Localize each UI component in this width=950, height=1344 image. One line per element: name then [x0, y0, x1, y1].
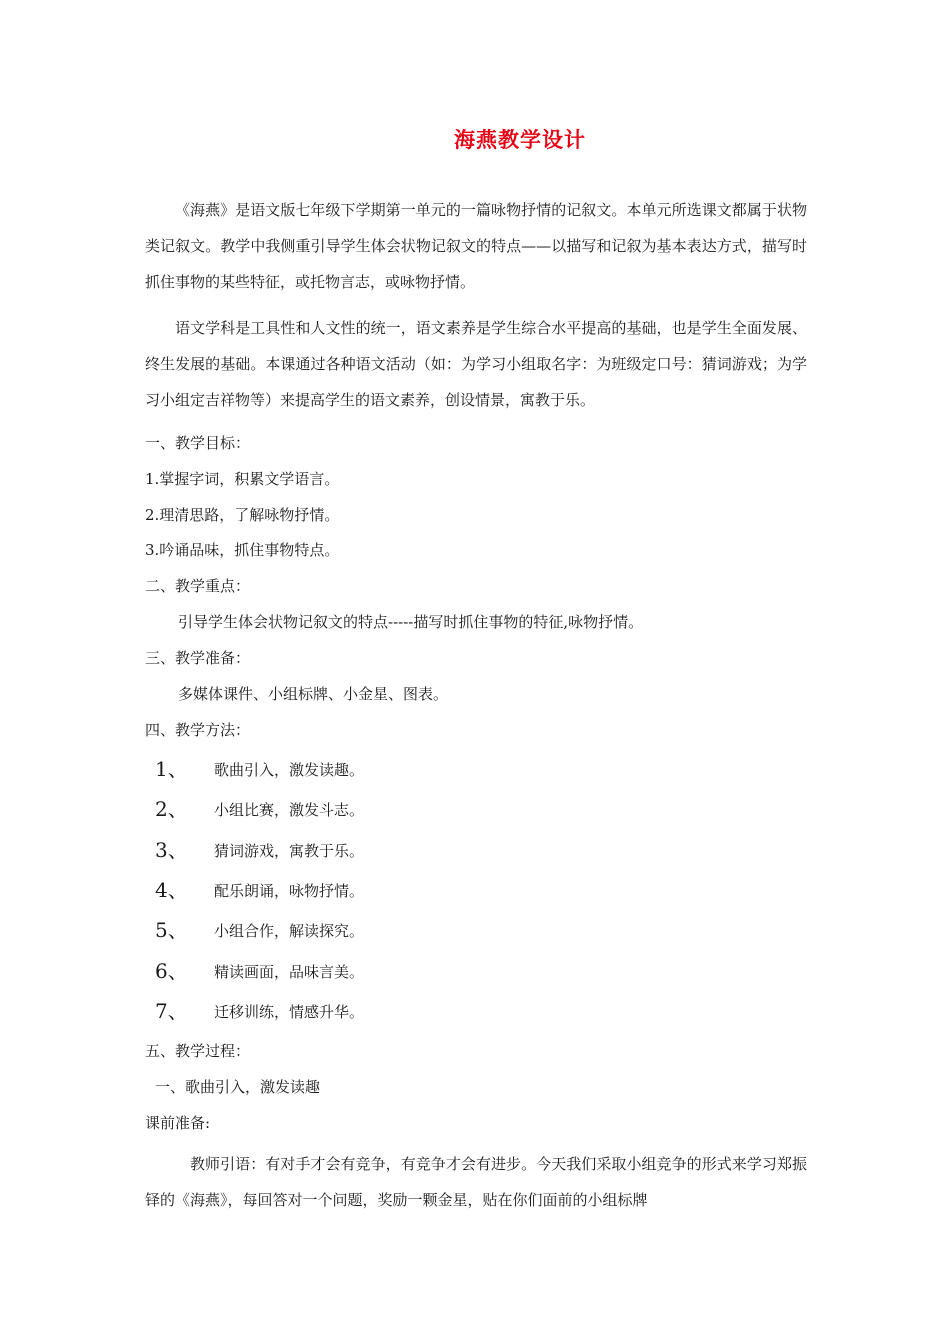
prep-label: 课前准备: — [145, 1114, 211, 1132]
key-points-text: 引导学生体会状物记叙文的特点-----描写时抓住事物的特征,咏物抒情。 — [178, 613, 644, 631]
section-heading-methods: 四、教学方法： — [145, 721, 251, 739]
section-heading-preparation: 三、教学准备： — [145, 649, 251, 667]
document-title: 海燕教学设计 — [454, 128, 586, 152]
method-number-3: 3、 — [155, 838, 188, 862]
method-number-2: 2、 — [155, 797, 188, 821]
method-text-5: 小组合作，解读探究。 — [214, 922, 365, 940]
objective-item-3: 3.吟诵品味，抓住事物特点。 — [145, 541, 340, 559]
method-text-7: 迁移训练，情感升华。 — [214, 1003, 365, 1021]
section-heading-objectives: 一、教学目标： — [145, 434, 251, 452]
method-text-1: 歌曲引入，激发读趣。 — [214, 761, 365, 779]
preparation-text: 多媒体课件、小组标牌、小金星、图表。 — [178, 685, 449, 703]
intro-paragraph-1: 《海燕》是语文版七年级下学期第一单元的一篇咏物抒情的记叙文。本单元所选课文都属于状物类记叙文。教学中我侧重引导学生体会状物记叙文的特点——以描写和记叙为基本表达方式，描写时抓住事物的某些特征，或托物言志，或咏物抒情。 — [145, 201, 807, 291]
method-number-5: 5、 — [155, 918, 188, 942]
section-heading-key-points: 二、教学重点： — [145, 577, 251, 595]
method-text-6: 精读画面，品味言美。 — [214, 963, 365, 981]
method-number-1: 1、 — [155, 757, 188, 781]
method-number-7: 7、 — [155, 999, 188, 1023]
process-subheading: 一、歌曲引入，激发读趣 — [155, 1078, 321, 1096]
teacher-intro-paragraph: 教师引语：有对手才会有竞争，有竞争才会有进步。今天我们采取小组竞争的形式来学习郑振铎的《海燕》，每回答对一个问题，奖励一颗金星，贴在你们面前的小组标牌 — [145, 1155, 807, 1209]
objective-item-2: 2.理清思路，了解咏物抒情。 — [145, 506, 340, 524]
method-number-6: 6、 — [155, 959, 188, 983]
method-text-3: 猜词游戏，寓教于乐。 — [214, 842, 365, 860]
method-text-4: 配乐朗诵，咏物抒情。 — [214, 882, 365, 900]
method-text-2: 小组比赛，激发斗志。 — [214, 801, 365, 819]
method-number-4: 4、 — [155, 878, 188, 902]
objective-item-1: 1.掌握字词，积累文学语言。 — [145, 470, 340, 488]
intro-paragraph-2: 语文学科是工具性和人文性的统一，语文素养是学生综合水平提高的基础，也是学生全面发展、终生发展的基础。本课通过各种语文活动（如：为学习小组取名字：为班级定口号：猜词游戏；为学习小组定吉祥物等）来提高学生的语文素养，创设情景，寓教于乐。 — [145, 319, 807, 409]
section-heading-process: 五、教学过程： — [145, 1042, 251, 1060]
